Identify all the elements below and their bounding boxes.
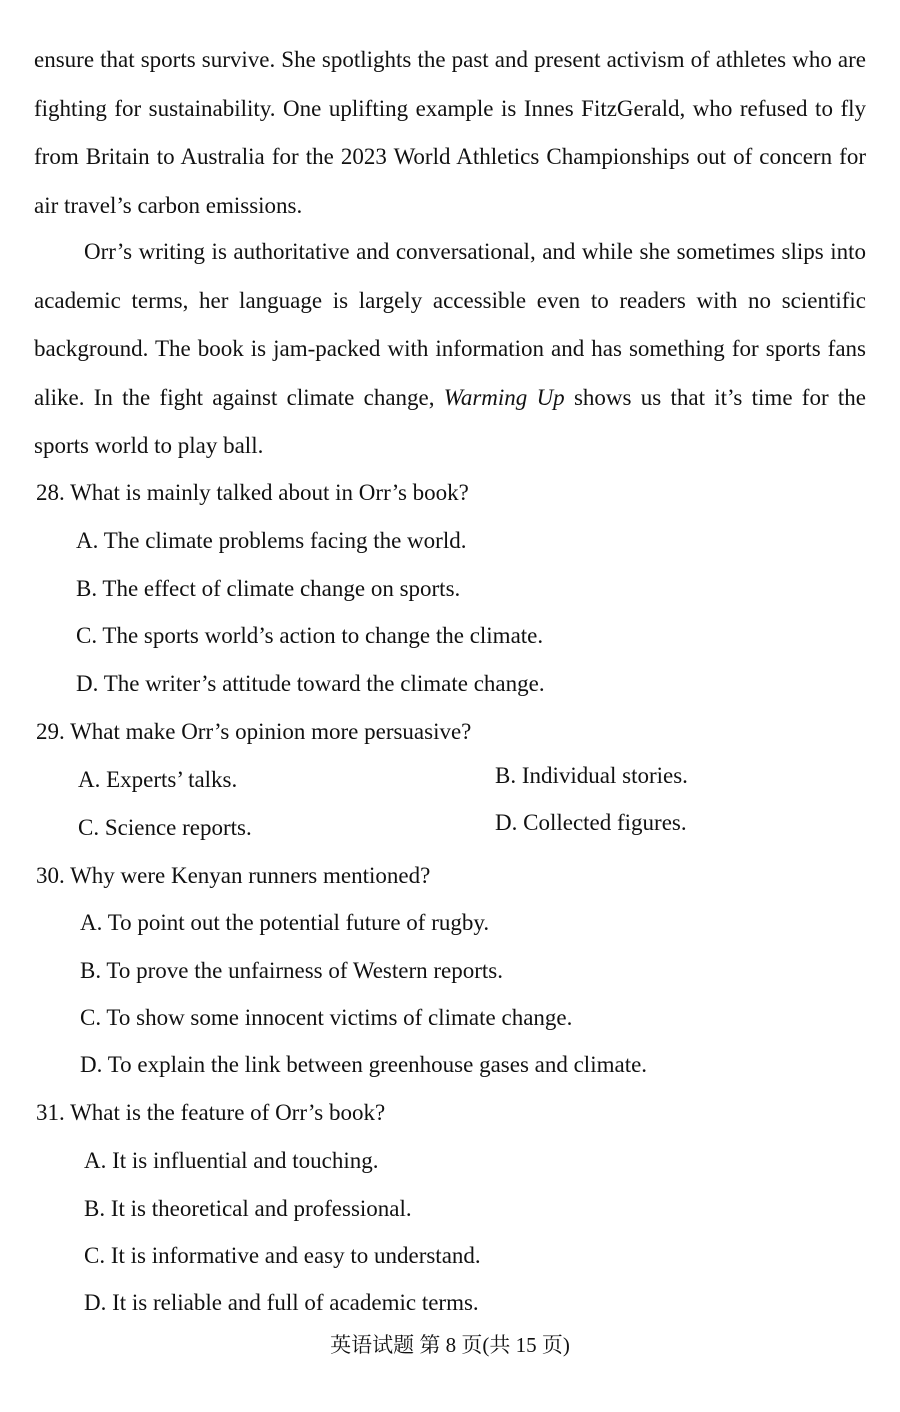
question-31-option-d[interactable]: D. It is reliable and full of academic terms. [84, 1290, 479, 1315]
question-29-option-c[interactable]: C. Science reports. [78, 815, 252, 840]
question-29-option-b[interactable]: B. Individual stories. [495, 763, 688, 788]
question-31-option-a[interactable]: A. It is influential and touching. [84, 1148, 379, 1173]
question-29-option-d[interactable]: D. Collected figures. [495, 810, 687, 835]
question-30-option-b[interactable]: B. To prove the unfairness of Western reports. [80, 958, 504, 983]
question-28-option-b[interactable]: B. The effect of climate change on sports. [76, 576, 461, 601]
question-31-stem: 31. What is the feature of Orr’s book? [36, 1100, 386, 1125]
question-31-option-b[interactable]: B. It is theoretical and professional. [84, 1196, 412, 1221]
question-28-option-d[interactable]: D. The writer’s attitude toward the climate change. [76, 671, 545, 696]
question-31-option-c[interactable]: C. It is informative and easy to understand. [84, 1243, 481, 1268]
page-footer: 英语试题 第 8 页(共 15 页) [330, 1333, 570, 1357]
question-30-option-d[interactable]: D. To explain the link between greenhouse gases and climate. [80, 1052, 648, 1077]
question-28-stem: 28. What is mainly talked about in Orr’s book? [36, 480, 469, 505]
passage-paragraph-2 [34, 228, 866, 471]
question-30-option-c[interactable]: C. To show some innocent victims of climate change. [80, 1005, 573, 1030]
question-30-stem: 30. Why were Kenyan runners mentioned? [36, 863, 431, 888]
question-29-stem: 29. What make Orr’s opinion more persuasive? [36, 719, 472, 744]
passage-paragraph-1: ensure that sports survive. She spotlights the past and present activism of athletes who are fighting for sustainability. One uplifting example is Innes FitzGerald, who refused to fly from Britain to Australia for the 2023 World Athletics Championships out of concern for air travel’s carbon emissions. [34, 47, 866, 218]
question-30-option-a[interactable]: A. To point out the potential future of rugby. [80, 910, 490, 935]
question-28-option-a[interactable]: A. The climate problems facing the world. [76, 528, 467, 553]
book-title: Warming Up [443, 384, 565, 410]
paragraph-2-text-end: shows us that it’s time for the sports world to play ball. [34, 384, 866, 458]
question-29-option-a[interactable]: A. Experts’ talks. [78, 767, 238, 792]
question-28-option-c[interactable]: C. The sports world’s action to change the climate. [76, 623, 544, 648]
paragraph-2-text-start: Orr’s writing is authoritative and conversational, and while she sometimes slips into academic terms, her language is largely accessible even to readers with no scientific background. The book is jam-packed with information and has something for sports fans alike. In the fight against climate change, [34, 239, 866, 410]
